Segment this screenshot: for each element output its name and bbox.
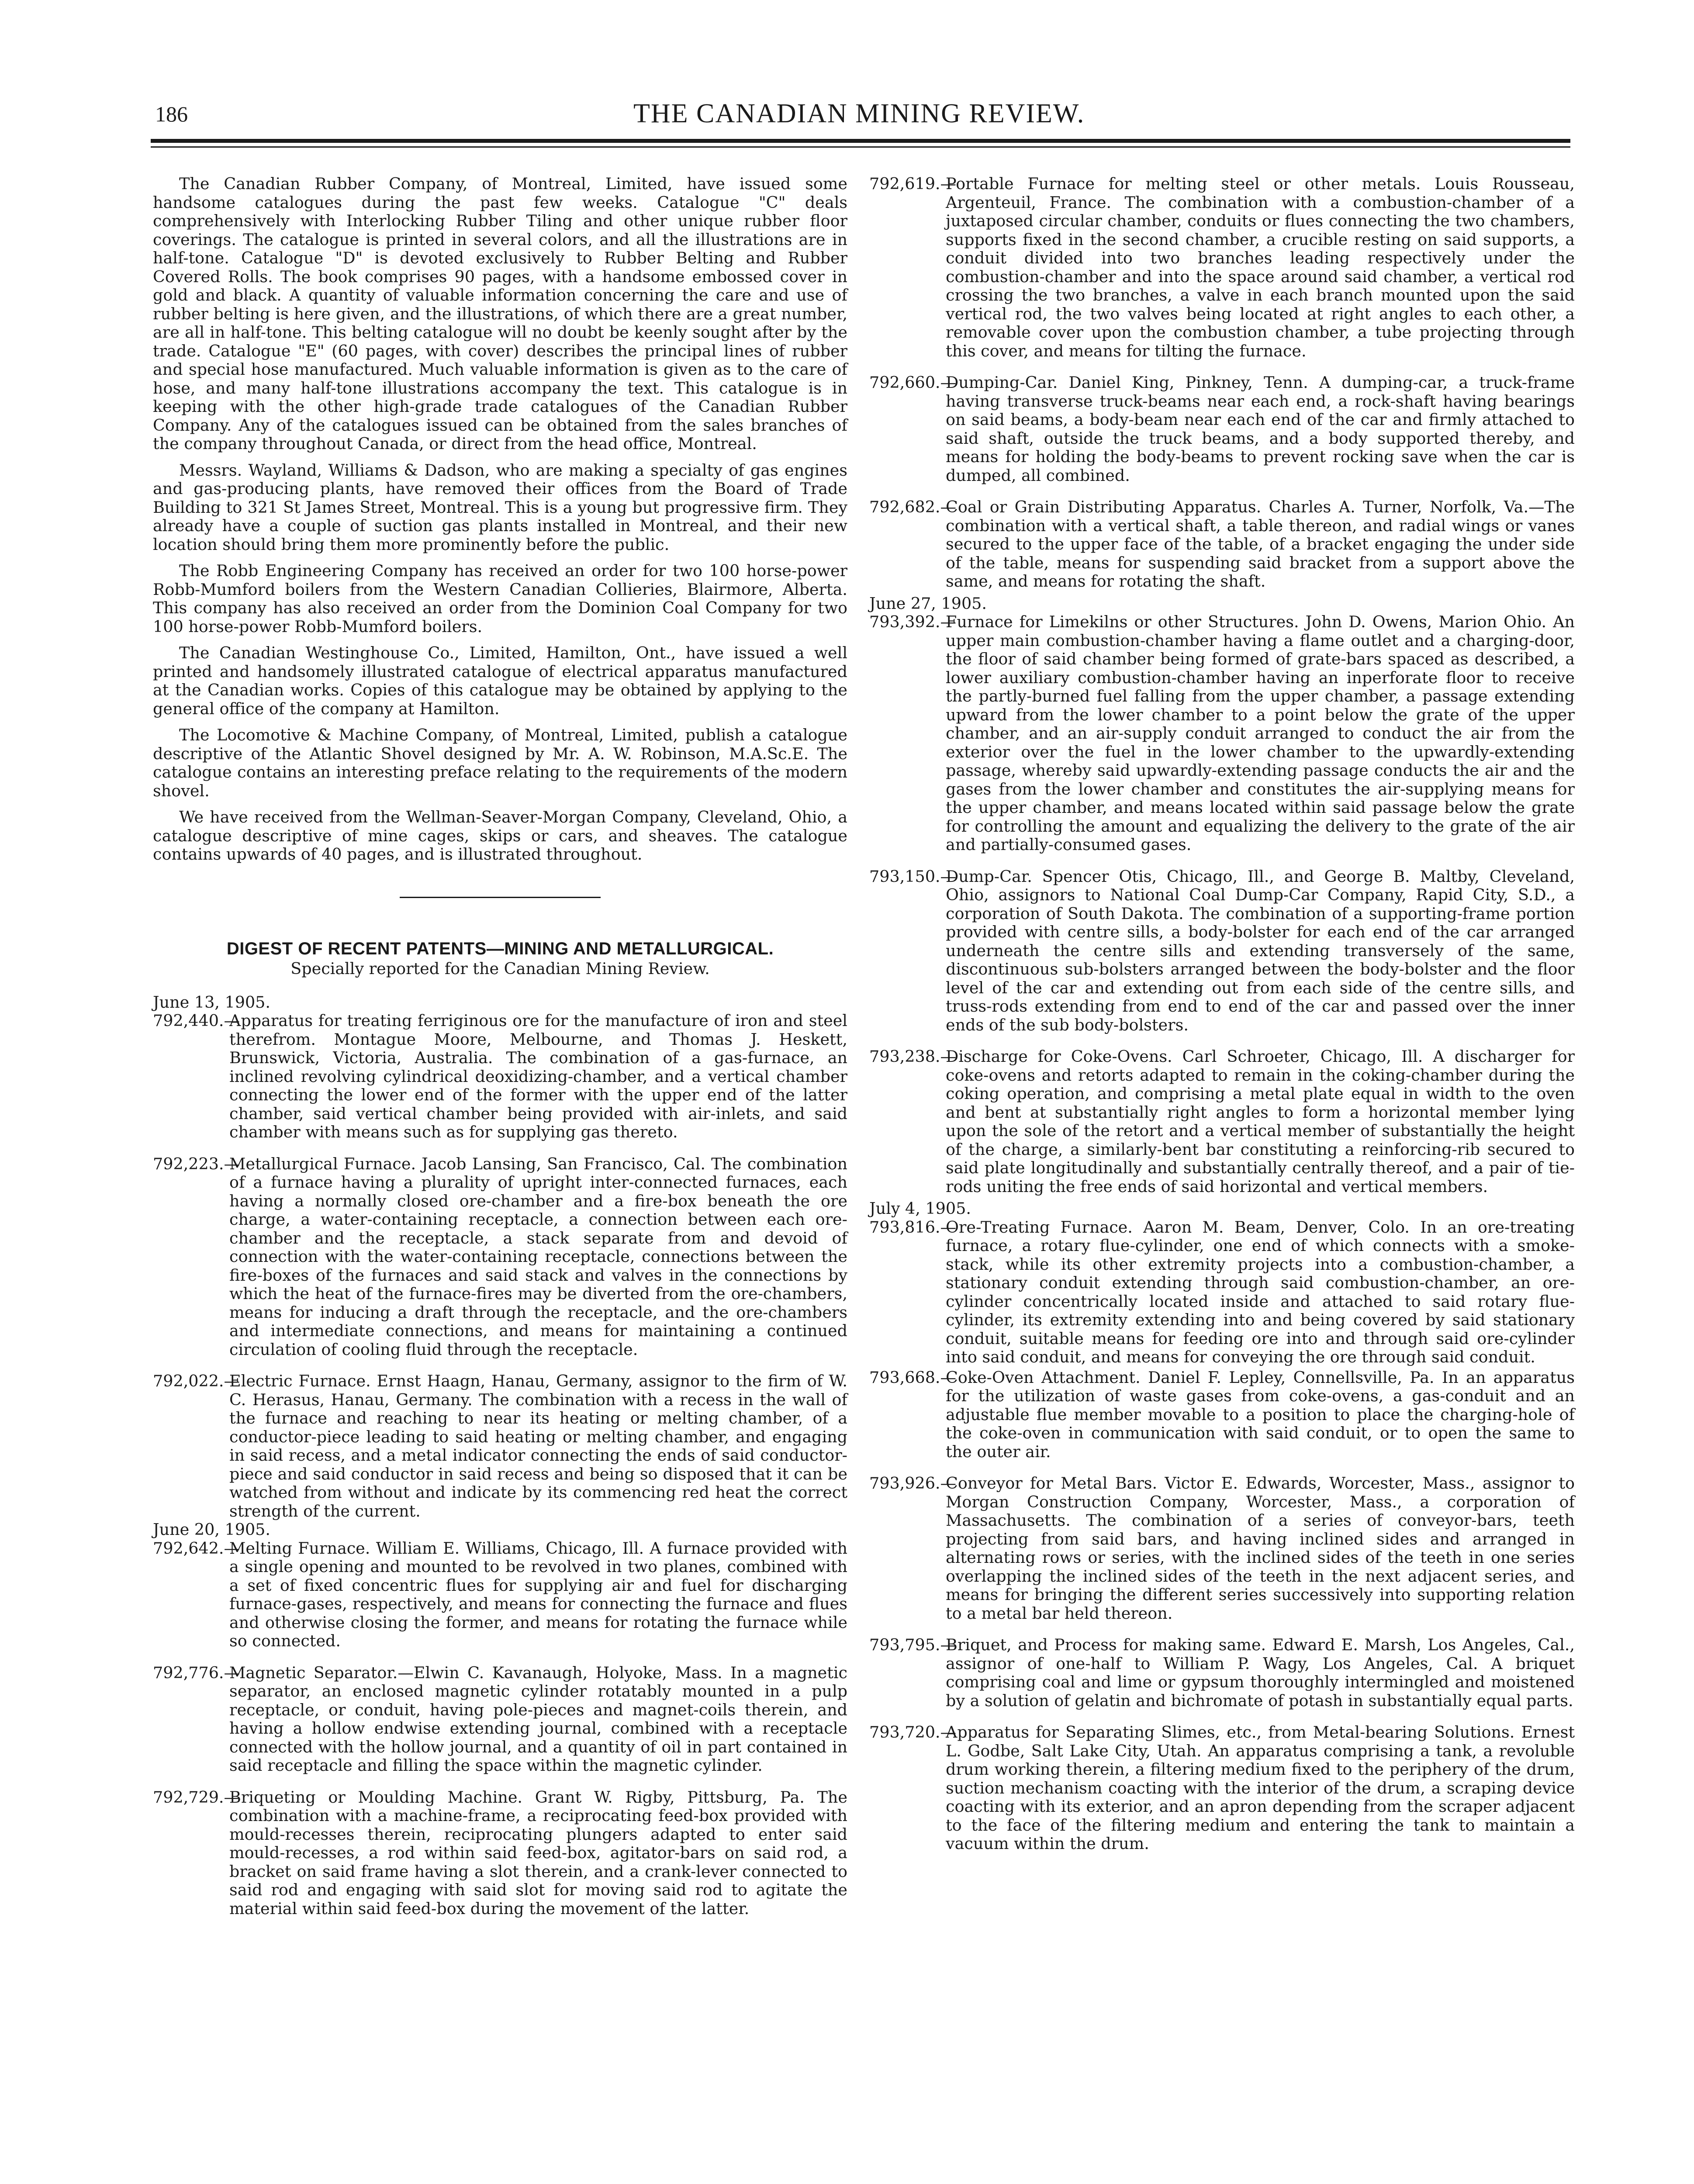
patent-text: Portable Furnace for melting steel or other metals. Louis Rousseau, Argenteuil, France. The combination with a combustion-chamber of a juxtaposed circular chamber, conduits or flues connecting the two chambers, supports fixed in the second chamber, a crucible resting on said supports, a conduit divided into two branches leading respectively under the combustion-chamber and into the space around said chamber, a vertical rod crossing the two branches, a valve in each branch mounted upon the said vertical rod, the two valves being located at right angles to each other, a removable cover upon the combustion chamber, a tube projecting through this cover, and means for tilting the furnace. bbox=[946, 174, 1575, 360]
page-number: 186 bbox=[155, 102, 188, 126]
patent-text: Melting Furnace. William E. Williams, Chicago, Ill. A furnace provided with a single opening and mounted to be revolved in two planes, combined with a set of fixed concentric flues for supplying air and fuel for discharging furnace-gases, respectively, and means for connecting the furnace and flues and otherwise closing the former, and means for rotating the furnace while so connected. bbox=[229, 1538, 847, 1650]
patent-text: Furnace for Limekilns or other Structures. John D. Owens, Marion Ohio. An upper main combustion-chamber having a flame outlet and a charging-door, the floor of said chamber being formed of grate-bars spaced as described, a lower auxiliary combustion-chamber having an inperforate floor to receive the partly-burned fuel falling from the upper chamber, a passage extending upward from the lower chamber to a point below the grate of the upper chamber, and an air-supply conduit arranged to conduct the air from the exterior over the fuel in the lower chamber to the upwardly-extending passage, whereby said upwardly-extending passage conducts the air and the gases from the lower chamber and constitutes the air-supplying means for the upper chamber, and means located within said passage below the grate for controlling the amount and equalizing the delivery to the grate of the air and partially-consumed gases. bbox=[946, 612, 1575, 854]
patent-entry bbox=[869, 498, 1575, 591]
patent-number: 792,776.— bbox=[153, 1663, 240, 1682]
patent-entry bbox=[153, 1372, 847, 1521]
news-paragraph: The Canadian Westinghouse Co., Limited, Hamilton, Ont., have issued a well printed and handsomely illustrated catalogue of electrical apparatus manufactured at the Canadian works. Copies of this catalogue may be obtained by applying to the general office of the company at Hamilton. bbox=[153, 643, 847, 718]
patent-text: Dump-Car. Spencer Otis, Chicago, Ill., and George B. Maltby, Cleveland, Ohio, assignors to National Coal Dump-Car Company, Rapid City, S.D., a corporation of South Dakota. The combination of a supporting-frame portion provided with centre sills, a body-bolster for each end of the car arranged underneath the centre sills and extending transversely of the same, discontinuous sub-bolsters arranged between the body-bolster and the floor level of the car and extending out from each side of the centre sills, and truss-rods extending from end to end of the car and passed over the inner ends of the sub body-bolsters. bbox=[946, 867, 1575, 1034]
patent-entry bbox=[869, 1218, 1575, 1367]
patent-text: Electric Furnace. Ernst Haagn, Hanau, Germany, assignor to the firm of W. C. Herasus, Hanau, Germany. The combination with a recess in the wall of the furnace and reaching to near its heating or melting chamber, of a conductor-piece leading to said heating or melting chamber, and engaging in said recess, and a metal indicator connecting the ends of said conductor-piece and said conductor in said recess and being so disposed that it can be watched from without and indicate by its commencing red heat the correct strength of the current. bbox=[229, 1372, 847, 1521]
patent-entry bbox=[869, 373, 1575, 485]
patent-number: 792,022.— bbox=[153, 1372, 240, 1390]
news-paragraph: Messrs. Wayland, Williams & Dadson, who are making a specialty of gas engines and gas-producing plants, have removed their offices from the Board of Trade Building to 321 St James Street, Montreal. This is a young but progressive firm. They already have a couple of suction gas plants installed in Montreal, and their new location should bring them more prominently before the public. bbox=[153, 460, 847, 554]
patent-text: Conveyor for Metal Bars. Victor E. Edwards, Worcester, Mass., assignor to Morgan Construction Company, Worcester, Mass., a corporation of Massachusetts. The combination of a series of conveyor-bars, teeth projecting from said bars, and having inclined sides and arranged in alternating rows or series, with the inclined sides of the teeth in one series overlapping the inclined sides of the teeth in the next adjacent series, and means for bringing the different series successively into supporting relation to a metal bar held thereon. bbox=[946, 1474, 1575, 1623]
date-heading: June 13, 1905. bbox=[153, 992, 270, 1012]
patent-text: Coal or Grain Distributing Apparatus. Charles A. Turner, Norfolk, Va.—The combination with a vertical shaft, a table thereon, and radial wings or vanes secured to the upper face of the table, of a bracket engaging the under side of the table, means for suspending said bracket from a support above the same, and means for rotating the shaft. bbox=[946, 498, 1575, 591]
patent-number: 792,223.— bbox=[153, 1154, 240, 1173]
patent-entry bbox=[869, 175, 1575, 360]
header-rule-thick bbox=[151, 139, 1570, 143]
patent-number: 793,392.— bbox=[869, 612, 957, 631]
patent-entry bbox=[869, 1474, 1575, 1623]
patent-entry bbox=[869, 1368, 1575, 1462]
date-heading: July 4, 1905. bbox=[869, 1199, 971, 1218]
news-paragraph: The Canadian Rubber Company, of Montreal, Limited, have issued some handsome catalogues during the past few weeks. Catalogue "C" deals comprehensively with Interlocking Rubber Tiling and other unique rubber floor coverings. The catalogue is printed in several colors, and all the illustrations are in half-tone. Catalogue "D" is devoted exclusively to Rubber Belting and Rubber Covered Rolls. The book comprises 90 pages, with a handsome embossed cover in gold and black. A quantity of valuable information concerning the care and use of rubber belting is here given, and the illustrations, of which there are a great number, are all in half-tone. This belting catalogue will no doubt be keenly sought after by the trade. Catalogue "E" (60 pages, with cover) describes the principal lines of rubber and special hose manufactured. Much valuable information is given as to the care of hose, and many half-tone illustrations accompany the text. This catalogue is in keeping with the other high-grade trade catalogues of the Canadian Rubber Company. Any of the catalogues issued can be obtained from the sales branches of the company throughout Canada, or direct from the head office, Montreal. bbox=[153, 174, 847, 453]
patent-number: 793,720.— bbox=[869, 1723, 957, 1742]
patent-text: Coke-Oven Attachment. Daniel F. Lepley, Connellsville, Pa. In an apparatus for the utilization of waste gases from coke-ovens, a gas-conduit and an adjustable flue member movable to a position to place the charging-hole of the coke-oven in communication with said conduit, or to open the same to the outer air. bbox=[946, 1368, 1575, 1461]
patent-text: Briqueting or Moulding Machine. Grant W. Rigby, Pittsburg, Pa. The combination with a machine-frame, a reciprocating feed-box provided with mould-recesses therein, reciprocating plungers adapted to enter said mould-recesses, a rod within said feed-box, agitator-bars on said rod, a bracket on said frame having a slot therein, and a crank-lever connected to said rod and engaging with said slot for moving said rod to agitate the material within said feed-box during the movement of the latter. bbox=[229, 1787, 847, 1918]
patent-number: 793,816.— bbox=[869, 1217, 957, 1237]
patent-text: Ore-Treating Furnace. Aaron M. Beam, Denver, Colo. In an ore-treating furnace, a rotary flue-cylinder, one end of which connects with a smoke-stack, while its other extremity projects into a combustion-chamber, a stationary conduit extending through said combustion-chamber, an ore-cylinder concentrically located inside and attached to said rotary flue-cylinder, its extremity extending into and being covered by said stationary conduit, suitable means for feeding ore into and through said ore-cylinder into said conduit, and means for conveying the ore through said conduit. bbox=[946, 1217, 1575, 1366]
patent-number: 793,238.— bbox=[869, 1047, 957, 1066]
patent-entry bbox=[869, 1047, 1575, 1196]
patent-text: Apparatus for Separating Slimes, etc., from Metal-bearing Solutions. Ernest L. Godbe, Salt Lake City, Utah. An apparatus comprising a tank, a revoluble drum working therein, a filtering medium fixed to the periphery of the drum, suction mechanism coacting with the interior of the drum, a scraping device coacting with its exterior, and an apron depending from the scraper adjacent to the face of the filtering medium and entering the tank to maintain a vacuum within the drum. bbox=[946, 1723, 1575, 1853]
left-column bbox=[153, 175, 847, 1931]
date-heading: June 20, 1905. bbox=[153, 1520, 270, 1539]
patent-text: Briquet, and Process for making same. Edward E. Marsh, Los Angeles, Cal., assignor of one-half to William P. Wagy, Los Angeles, Cal. A briquet comprising coal and lime or gypsum thoroughly intermingled and moistened by a solution of gelatin and bichromate of potash in substantially equal parts. bbox=[946, 1635, 1575, 1710]
patent-entry bbox=[153, 1664, 847, 1775]
patent-entry bbox=[869, 1636, 1575, 1710]
patent-text: Discharge for Coke-Ovens. Carl Schroeter, Chicago, Ill. A discharger for coke-ovens and retorts adapted to remain in the coking-chamber during the coking operation, and comprising a metal plate equal in width to the oven and bent at substantially right angles to form a horizontal member lying upon the sole of the retort and a vertical member of substantially the height of the charge, a similarly-bent bar constituting a reinforcing-rib secured to said plate longitudinally and substantially centrally thereof, and a pair of tie-rods uniting the free ends of said horizontal and vertical members. bbox=[946, 1047, 1575, 1196]
patent-number: 792,642.— bbox=[153, 1538, 240, 1558]
patent-number: 792,660.— bbox=[869, 373, 957, 392]
patent-text: Apparatus for treating ferriginous ore for the manufacture of iron and steel therefrom. Montague Moore, Melbourne, and Thomas J. Heskett, Brunswick, Victoria, Australia. The combination of a gas-furnace, an inclined revolving cylindrical deoxidizing-chamber, and a vertical chamber connecting the lower end of the former with the upper end of the latter chamber, said vertical chamber being provided with air-inlets, and said chamber with means such as for supplying gas thereto. bbox=[229, 1011, 847, 1141]
patent-number: 792,440.— bbox=[153, 1011, 240, 1030]
patent-number: 792,682.— bbox=[869, 498, 957, 516]
patent-text: Magnetic Separator.—Elwin C. Kavanaugh, Holyoke, Mass. In a magnetic separator, an enclosed magnetic cylinder rotatably mounted in a pulp receptacle, or conduit, having pole-pieces and magnet-coils therein, and having a hollow endwise extending journal, combined with a receptacle connected with the hollow journal, and a quantity of oil in part contained in said receptacle and filling the space within the magnetic cylinder. bbox=[229, 1663, 847, 1775]
section-divider bbox=[400, 897, 601, 898]
patent-number: 793,795.— bbox=[869, 1635, 957, 1654]
news-paragraph: The Robb Engineering Company has received an order for two 100 horse-power Robb-Mumford boilers from the Western Canadian Collieries, Blairmore, Alberta. This company has also received an order from the Dominion Coal Company for two 100 horse-power Robb-Mumford boilers. bbox=[153, 561, 847, 636]
right-column bbox=[869, 175, 1575, 1866]
patent-number: 793,668.— bbox=[869, 1368, 957, 1387]
journal-title: THE CANADIAN MINING REVIEW. bbox=[633, 99, 1085, 128]
patent-text: Metallurgical Furnace. Jacob Lansing, San Francisco, Cal. The combination of a furnace having a plurality of upright inter-connected furnaces, each having a normally closed ore-chamber and a fire-box beneath the ore charge, a water-containing receptacle, a connection between each ore-chamber and the receptacle, a stack separate from and devoid of connection with the water-containing receptacle, connections between the fire-boxes of the furnaces and said stack and valves in the connections by which the heat of the furnace-fires may be diverted from the ore-chambers, means for inducing a draft through the receptacle, and the ore-chambers and intermediate connections, and means for maintaining a continued circulation of cooling fluid through the receptacle. bbox=[229, 1154, 847, 1359]
news-paragraph: We have received from the Wellman-Seaver-Morgan Company, Cleveland, Ohio, a catalogue descriptive of mine cages, skips or cars, and sheaves. The catalogue contains upwards of 40 pages, and is illustrated throughout. bbox=[153, 808, 847, 864]
patent-number: 792,729.— bbox=[153, 1787, 240, 1807]
patent-entry bbox=[153, 1788, 847, 1918]
patent-entry bbox=[153, 1155, 847, 1359]
digest-heading: DIGEST OF RECENT PATENTS—MINING AND METALLURGICAL. bbox=[226, 939, 774, 958]
patent-text: Dumping-Car. Daniel King, Pinkney, Tenn. A dumping-car, a truck-frame having transverse truck-beams near each end, a rock-shaft having bearings on said beams, a body-beam near each end of the car and firmly attached to said shaft, outside the truck beams, and a body supported thereby, and means for holding the body-beams to prevent rocking save when the car is dumped, all combined. bbox=[946, 373, 1575, 485]
header-rule-thin bbox=[151, 146, 1570, 148]
patent-number: 793,926.— bbox=[869, 1474, 957, 1493]
patent-entry bbox=[153, 1539, 847, 1651]
patent-entry bbox=[153, 1012, 847, 1142]
patent-entry bbox=[869, 1723, 1575, 1853]
patent-number: 793,150.— bbox=[869, 867, 957, 886]
news-paragraph: The Locomotive & Machine Company, of Montreal, Limited, publish a catalogue descriptive of the Atlantic Shovel designed by Mr. A. W. Robinson, M.A.Sc.E. The catalogue contains an interesting preface relating to the requirements of the modern shovel. bbox=[153, 726, 847, 800]
digest-subheading: Specially reported for the Canadian Mining Review. bbox=[290, 959, 710, 978]
patent-entry bbox=[869, 613, 1575, 854]
patent-entry bbox=[869, 867, 1575, 1035]
date-heading: June 27, 1905. bbox=[869, 594, 987, 613]
patent-number: 792,619.— bbox=[869, 174, 957, 193]
